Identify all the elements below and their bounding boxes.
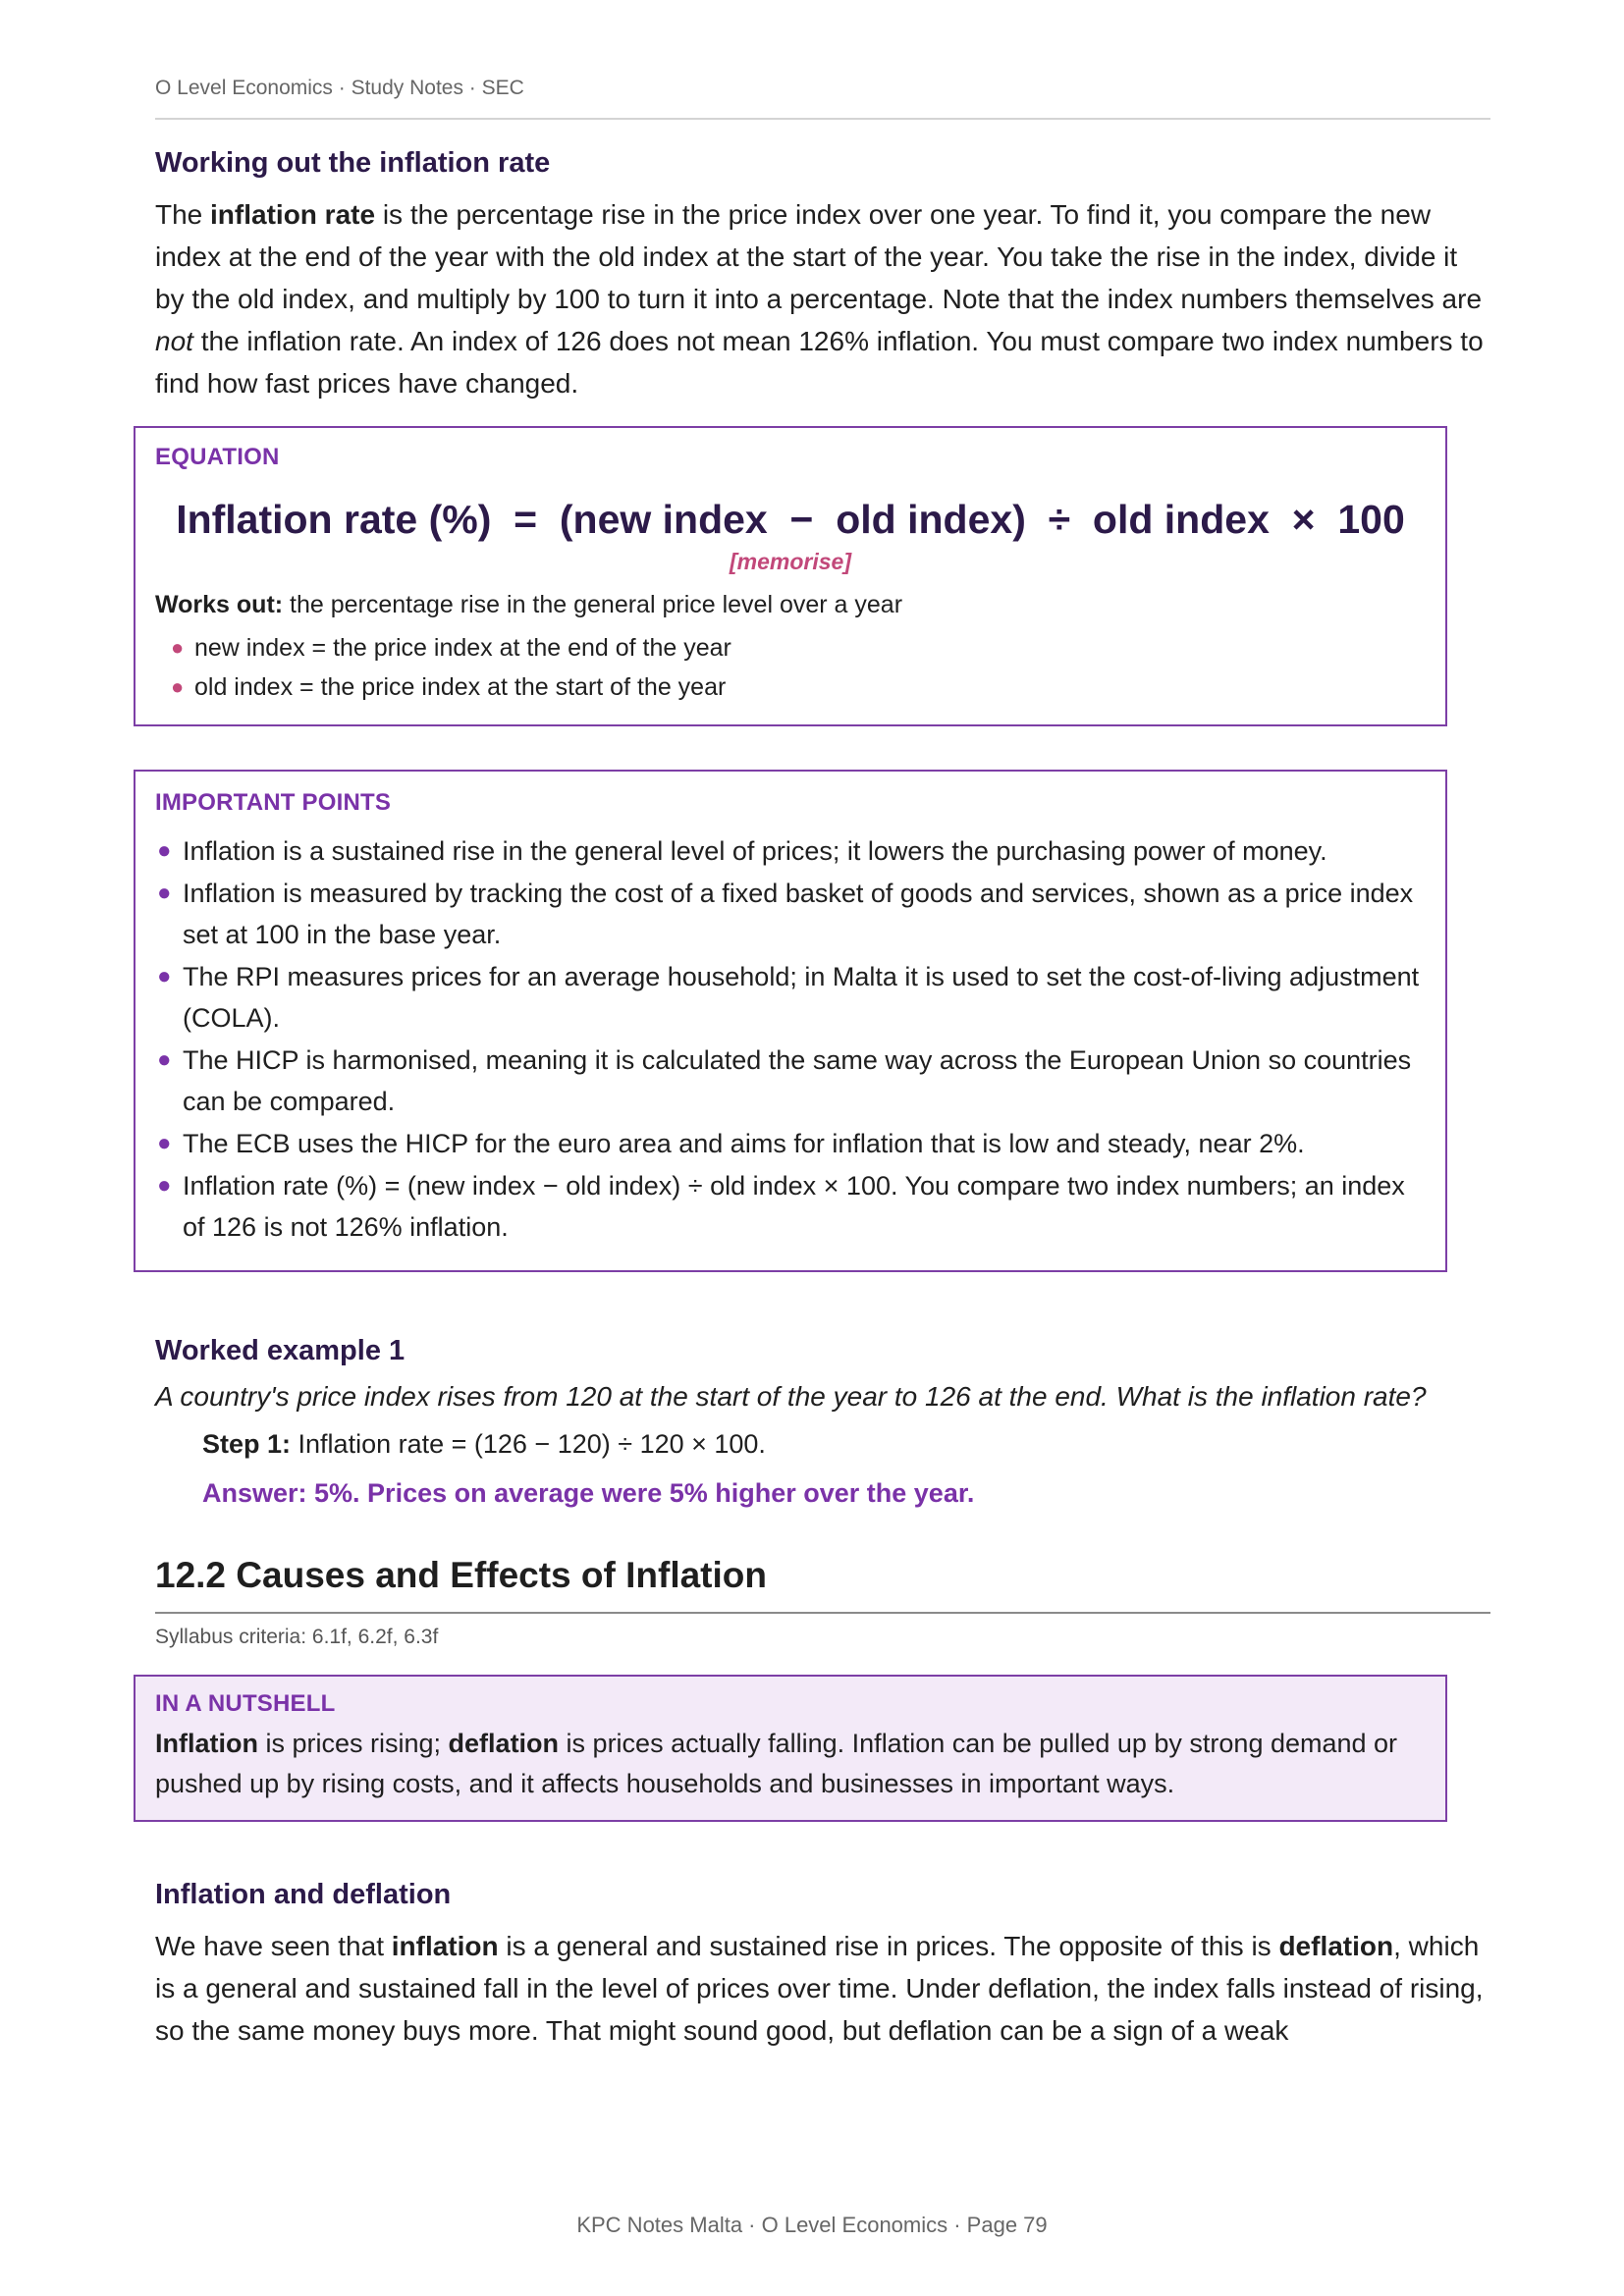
worked-example-answer: Answer: 5%. Prices on average were 5% higher over the year.: [202, 1478, 975, 1508]
equation-label: EQUATION: [155, 444, 280, 470]
deflation-paragraph: [155, 1925, 1490, 2052]
important-points-box: [134, 770, 1447, 1272]
worked-example: [155, 1335, 1490, 1514]
bullet-icon: ●: [171, 635, 185, 660]
list-item-text: Inflation is a sustained rise in the general level of prices; it lowers the purchasing power of money.: [183, 836, 1327, 866]
worked-example-heading: Worked example 1: [155, 1335, 406, 1366]
list-item: [155, 1040, 1426, 1122]
bullet-icon: ●: [157, 1046, 172, 1073]
deflation-section: [155, 1879, 1490, 2052]
text-run: , which is a general and sustained fall in the level of prices over time. Under deflation, the index falls instead of rising, so the same money buys more. That might sound good, but deflation can be a sign of a weak: [155, 1931, 1484, 2046]
works-out-line: [155, 587, 1426, 622]
list-item-text: The ECB uses the HICP for the euro area and aims for inflation that is low and steady, near 2%.: [183, 1129, 1305, 1158]
text-run: is a general and sustained rise in prices. The opposite of this is: [498, 1931, 1279, 1961]
nutshell-label: IN A NUTSHELL: [155, 1690, 336, 1717]
bullet-icon: ●: [157, 963, 172, 989]
memorise-tag: [memorise]: [730, 549, 851, 574]
running-header: O Level Economics · Study Notes · SEC: [155, 77, 524, 99]
list-item-text: The RPI measures prices for an average household; in Malta it is used to set the cost-of-living adjustment (COLA).: [183, 962, 1420, 1033]
list-item: [155, 1123, 1426, 1164]
important-points-list: [155, 830, 1426, 1248]
text-run: is prices actually falling. Inflation can be pulled up by strong demand or pushed up by rising costs, and it affects households and businesses in important ways.: [155, 1729, 1398, 1798]
worked-example-step: [202, 1423, 1490, 1465]
list-item: [155, 873, 1426, 955]
text-run: is prices rising;: [257, 1729, 449, 1758]
text-run: We have seen that: [155, 1931, 392, 1961]
page-content: [155, 147, 1490, 2052]
nutshell-text: [155, 1724, 1426, 1804]
bullet-icon: ●: [157, 880, 172, 906]
equation-formula: Inflation rate (%) = (new index − old index) ÷ old index × 100: [176, 497, 1405, 542]
section-divider: [155, 1612, 1490, 1614]
italic-term: not: [155, 326, 193, 356]
bullet-icon: ●: [157, 837, 172, 864]
nutshell-box: [134, 1675, 1447, 1822]
text-run: the inflation rate. An index of 126 does not mean 126% inflation. You must compare two index numbers to find how fast prices have changed.: [155, 326, 1484, 399]
section-title: 12.2 Causes and Effects of Inflation: [155, 1555, 767, 1595]
step-text: Inflation rate = (126 − 120) ÷ 120 × 100.: [291, 1429, 766, 1459]
worked-example-question: A country's price index rises from 120 at the start of the year to 126 at the end. What is the inflation rate?: [155, 1381, 1427, 1412]
text-run: is the percentage rise in the price index over one year. To find it, you compare the new index at the end of the year with the old index at the start of the year. You take the rise in the index, divide it by the old index, and multiply by 100 to turn it into a percentage. Note that the index numbers themselves are: [155, 199, 1483, 314]
list-item: [171, 628, 1426, 667]
syllabus-criteria: Syllabus criteria: 6.1f, 6.2f, 6.3f: [155, 1626, 439, 1648]
page-footer: KPC Notes Malta · O Level Economics · Page 79: [576, 2213, 1048, 2237]
list-item-text: old index = the price index at the start of the year: [194, 673, 727, 701]
works-out-text: the percentage rise in the general price level over a year: [283, 591, 903, 618]
equation-definitions: [155, 628, 1426, 707]
bullet-icon: ●: [157, 1130, 172, 1156]
list-item: [155, 830, 1426, 872]
list-item: [155, 956, 1426, 1039]
bold-term: Inflation: [155, 1729, 258, 1758]
bold-term: deflation: [1278, 1931, 1394, 1961]
bold-term: deflation: [448, 1729, 560, 1758]
works-out-label: Works out:: [155, 591, 284, 618]
inflation-rate-heading: Working out the inflation rate: [155, 147, 551, 179]
bold-term: inflation: [391, 1931, 499, 1961]
list-item: [155, 1165, 1426, 1248]
bullet-icon: ●: [171, 674, 185, 699]
important-points-label: IMPORTANT POINTS: [155, 789, 392, 816]
deflation-heading: Inflation and deflation: [155, 1879, 452, 1910]
bold-term: inflation rate: [210, 199, 376, 230]
header-divider: [155, 118, 1490, 120]
list-item: [171, 667, 1426, 707]
step-label: Step 1:: [202, 1429, 292, 1459]
bullet-icon: ●: [157, 1172, 172, 1199]
list-item-text: new index = the price index at the end of the year: [194, 634, 731, 662]
text-run: The: [155, 199, 211, 230]
list-item-text: The HICP is harmonised, meaning it is calculated the same way across the European Union so countries can be compared.: [183, 1045, 1412, 1116]
inflation-rate-paragraph: [155, 193, 1490, 404]
list-item-text: Inflation is measured by tracking the cost of a fixed basket of goods and services, shown as a price index set at 100 in the base year.: [183, 879, 1414, 949]
equation-box: [134, 426, 1447, 726]
list-item-text: Inflation rate (%) = (new index − old index) ÷ old index × 100. You compare two index numbers; an index of 126 is not 126% inflation.: [183, 1171, 1405, 1242]
